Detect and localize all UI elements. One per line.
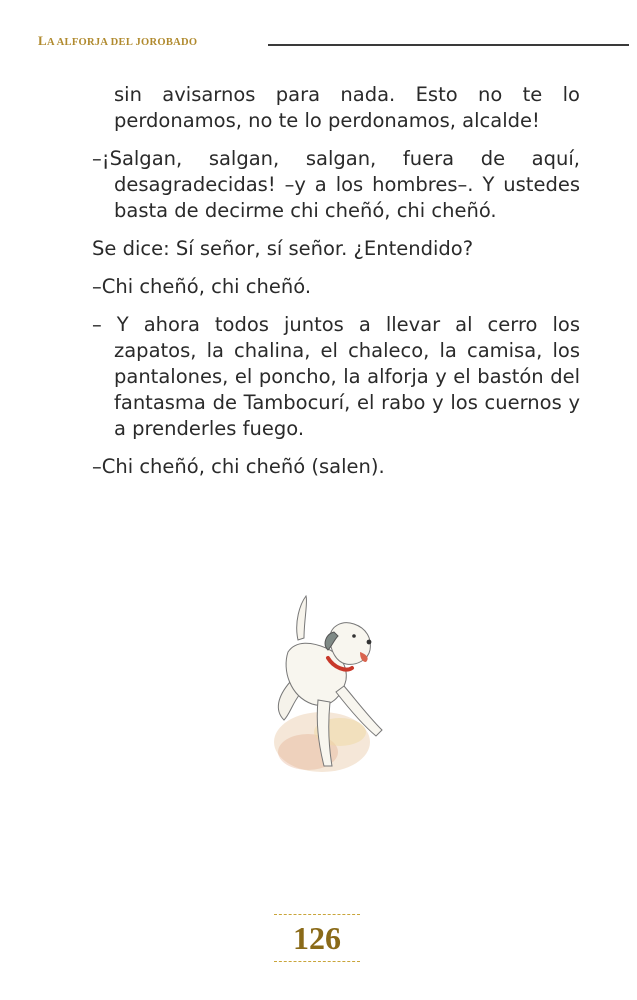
page-number: 126: [293, 920, 341, 956]
paragraph-1: sin avisarnos para nada. Esto no te lo perdonamos, no te lo perdonamos, alcalde!: [114, 83, 580, 132]
folio-rule-bottom: [274, 961, 360, 962]
paragraph-5: – Y ahora todos juntos a llevar al cerro los zapatos, la chalina, el chaleco, la camisa, los pantalones, el poncho, la alforja y el bastón del fantasma de Tambocurí, el rabo y los cuernos y a prenderles fuego.: [92, 313, 580, 440]
running-head: [38, 33, 197, 49]
paragraph-3: Se dice: Sí señor, sí señor. ¿Entendido?: [92, 237, 474, 260]
running-head-initial: L: [38, 33, 47, 48]
dog-illustration-icon: [260, 592, 400, 782]
header-rule: [268, 44, 629, 46]
paragraph-2: –¡Salgan, salgan, salgan, fuera de aquí, desagradecidas! –y a los hombres–. Y ustedes basta de decirme chi cheñó, chi cheñó.: [92, 147, 580, 222]
body-text: [92, 82, 580, 480]
paragraph-6: –Chi cheñó, chi cheñó (salen).: [92, 455, 385, 478]
page-number-block: [272, 914, 362, 962]
running-head-title: A ALFORJA DEL JOROBADO: [46, 37, 198, 48]
paragraph-4: –Chi cheñó, chi cheñó.: [92, 275, 312, 298]
